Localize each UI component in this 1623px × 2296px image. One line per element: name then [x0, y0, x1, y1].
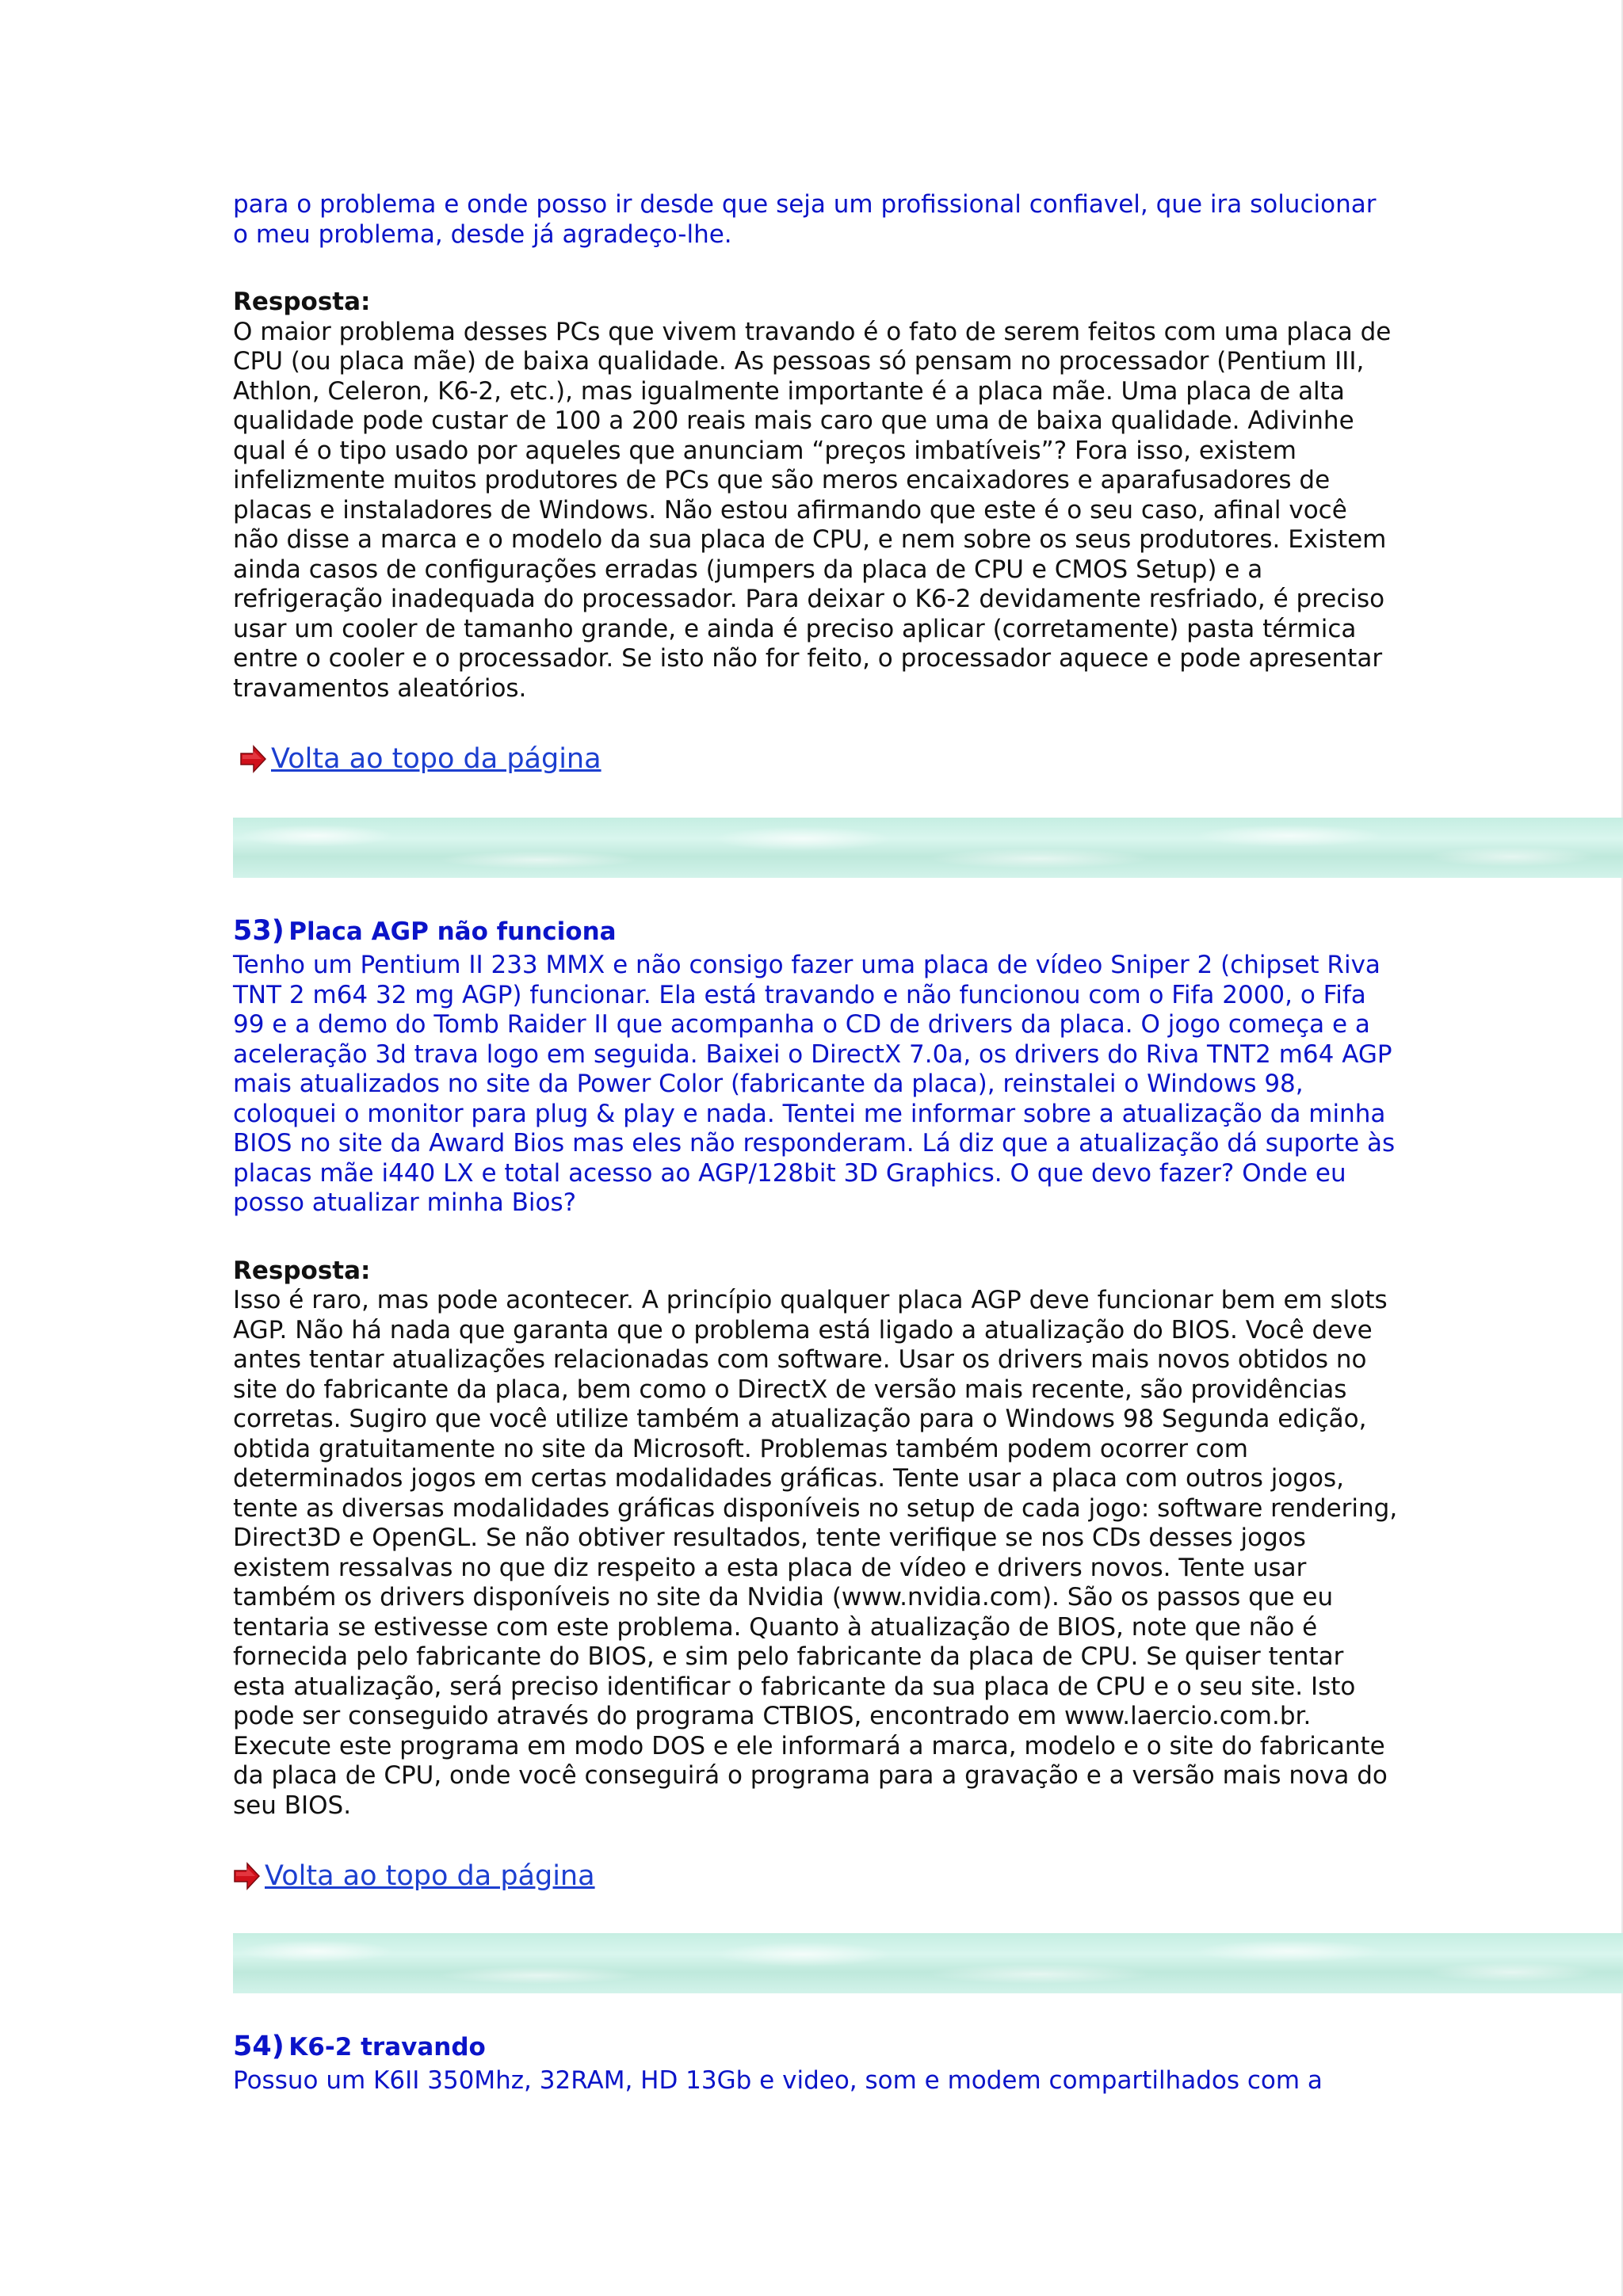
item-title [233, 2031, 1398, 2066]
item-heading: K6-2 travando [288, 2033, 486, 2061]
section-54 [233, 2031, 1398, 2096]
question-text: Possuo um K6II 350Mhz, 32RAM, HD 13Gb e video, som e modem compartilhados com a [233, 2066, 1323, 2095]
section-divider [233, 1933, 1623, 1993]
answer-text: O maior problema desses PCs que vivem travando é o fato de serem feitos com uma placa de CPU (ou placa mãe) de baixa qualidade. As pessoas só pensam no processador (Pentium III, Athlon, Celeron, K6-2, etc.), mas igualmente importante é a placa mãe. Uma placa de alta qualidade pode custar de 100 a 200 reais mais caro que uma de baixa qualidade. Adivinhe qual é o tipo usado por aqueles que anunciam “preços imbatíveis”? Fora isso, existem infelizmente muitos produtores de PCs que são meros encaixadores e aparafusadores de placas e instaladores de Windows. Não estou afirmando que este é o seu caso, afinal você não disse a marca e o modelo da sua placa de CPU, e nem sobre os seus produtores. Existem ainda casos de configurações erradas (jumpers da placa de CPU e CMOS Setup) e a refrigeração inadequada do processador. Para deixar o K6-2 devidamente resfriado, é preciso usar um cooler de tamanho grande, e ainda é preciso aplicar (corretamente) pasta térmica entre o cooler e o processador. Se isto não for feito, o processador aquece e pode apresentar travamentos aleatórios. [233, 317, 1392, 703]
back-to-top-label: Volta ao topo da página [265, 1860, 595, 1892]
question-text: para o problema e onde posso ir desde que seja um profissional confiavel, que ira solucionar o meu problema, desde já agradeço-lhe. [233, 190, 1377, 249]
question-text: Tenho um Pentium II 233 MMX e não consigo fazer uma placa de vídeo Sniper 2 (chipset Riva TNT 2 m64 32 mg AGP) funcionar. Ela está travando e não funcionou com o Fifa 2000, o Fifa 99 e a demo do Tomb Raider II que acompanha o CD de drivers da placa. O jogo começa e a aceleração 3d trava logo em seguida. Baixei o DirectX 7.0a, os drivers do Riva TNT2 m64 AGP mais atualizados no site da Power Color (fabricante da placa), reinstalei o Windows 98, coloquei o monitor para plug & play e nada. Tentei me informar sobre a atualização da minha BIOS no site da Award Bios mas eles não responderam. Lá diz que a atualização dá suporte às placas mãe i440 LX e total acesso ao AGP/128bit 3D Graphics. O que devo fazer? Onde eu posso atualizar minha Bios? [233, 951, 1396, 1217]
section-52-continuation [233, 190, 1398, 776]
item-number: 54) [233, 2031, 285, 2062]
item-heading: Placa AGP não funciona [288, 917, 617, 946]
red-arrow-right-icon [239, 745, 266, 773]
answer-text: Isso é raro, mas pode acontecer. A princípio qualquer placa AGP deve funcionar bem em slots AGP. Não há nada que garanta que o problema está ligado a atualização do BIOS. Você deve antes tentar atualizações relacionadas com software. Usar os drivers mais novos obtidos no site do fabricante da placa, bem como o DirectX de versão mais recente, são providências corretas. Sugiro que você utilize também a atualização para o Windows 98 Segunda edição, obtida gratuitamente no site da Microsoft. Problemas também podem ocorrer com determinados jogos em certas modalidades gráficas. Tente usar a placa com outros jogos, tente as diversas modalidades gráficas disponíveis no setup de cada jogo: software rendering, Direct3D e OpenGL. Se não obtiver resultados, tente verifique se nos CDs desses jogos existem ressalvas no que diz respeito a esta placa de vídeo e drivers novos. Tente usar também os drivers disponíveis no site da Nvidia (www.nvidia.com). São os passos que eu tentaria se estivesse com este problema. Quanto à atualização de BIOS, note que não é fornecida pelo fabricante do BIOS, e sim pelo fabricante da placa de CPU. Se quiser tentar esta atualização, será preciso identificar o fabricante da sua placa de CPU e o seu site. Isto pode ser conseguido através do programa CTBIOS, encontrado em www.laercio.com.br. Execute este programa em modo DOS e ele informará a marca, modelo e o site do fabricante da placa de CPU, onde você conseguirá o programa para a gravação e a versão mais nova do seu BIOS. [233, 1286, 1398, 1820]
red-arrow-right-icon [233, 1862, 260, 1890]
item-number: 53) [233, 915, 285, 947]
back-to-top-link[interactable] [239, 742, 1398, 776]
section-53 [233, 916, 1398, 1894]
section-divider [233, 818, 1623, 878]
back-to-top-label: Volta ao topo da página [271, 743, 601, 775]
back-to-top-link[interactable] [233, 1859, 1398, 1894]
answer-label: Resposta: [233, 1256, 371, 1285]
answer-label: Resposta: [233, 288, 371, 316]
item-title [233, 916, 1398, 951]
